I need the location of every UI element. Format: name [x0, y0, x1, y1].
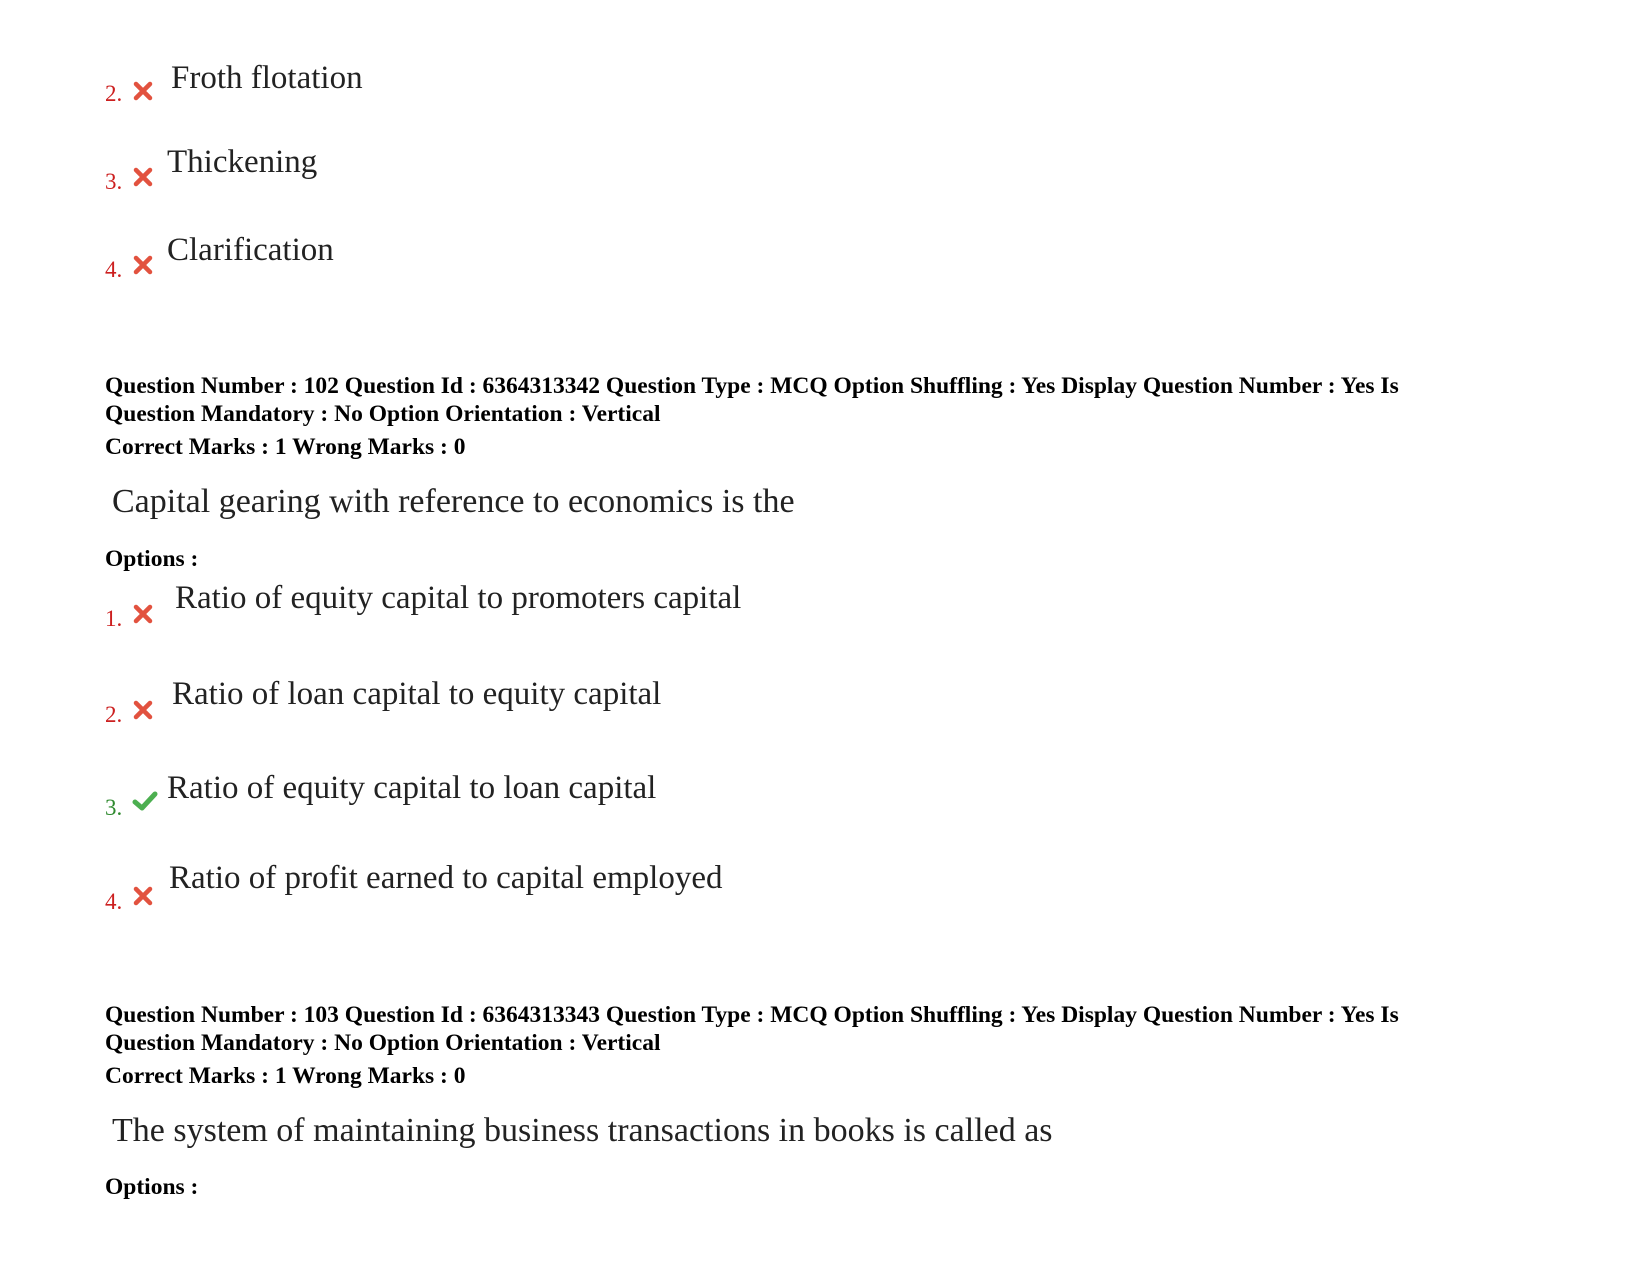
- question-text: The system of maintaining business transactions in books is called as: [112, 1112, 1053, 1149]
- option-item: [105, 676, 1005, 736]
- marks-text: Correct Marks : 1 Wrong Marks : 0: [105, 434, 466, 460]
- cross-icon: [132, 254, 154, 276]
- question-meta: [105, 372, 1555, 428]
- option-item: [105, 60, 1005, 120]
- option-item: [105, 144, 1005, 208]
- question-meta-line: Question Number : 103 Question Id : 6364313343 Question Type : MCQ Option Shuffling : Yes Display Question Number : Yes Is: [105, 1002, 1399, 1028]
- marks-text: Correct Marks : 1 Wrong Marks : 0: [105, 1063, 466, 1089]
- option-number: 2.: [105, 81, 123, 106]
- cross-icon: [132, 80, 154, 102]
- options-label: Options :: [105, 546, 199, 572]
- option-item: [105, 580, 1005, 640]
- check-icon: [132, 790, 158, 812]
- question-meta-line: Question Mandatory : No Option Orientation : Vertical: [105, 1030, 661, 1056]
- options-label: Options :: [105, 1174, 199, 1200]
- cross-icon: [132, 603, 154, 625]
- option-text: Ratio of equity capital to promoters capital: [175, 580, 742, 616]
- option-text: Clarification: [167, 232, 334, 268]
- option-number: 2.: [105, 702, 123, 727]
- option-text: Ratio of equity capital to loan capital: [167, 770, 657, 806]
- question-meta-line: Question Number : 102 Question Id : 6364313342 Question Type : MCQ Option Shuffling : Yes Display Question Number : Yes Is: [105, 373, 1399, 399]
- question-text: Capital gearing with reference to economics is the: [112, 483, 795, 520]
- option-number: 4.: [105, 257, 123, 282]
- option-item: [105, 860, 1005, 924]
- question-marks: [105, 433, 1555, 461]
- option-number: 1.: [105, 606, 123, 631]
- question-meta-line: Question Mandatory : No Option Orientation : Vertical: [105, 401, 661, 427]
- option-item: [105, 232, 1005, 296]
- cross-icon: [132, 699, 154, 721]
- option-number: 4.: [105, 889, 123, 914]
- question-marks: [105, 1062, 1555, 1090]
- option-text: Ratio of profit earned to capital employed: [169, 860, 723, 896]
- option-number: 3.: [105, 795, 123, 820]
- option-number: 3.: [105, 169, 123, 194]
- cross-icon: [132, 166, 154, 188]
- question-meta: [105, 1001, 1555, 1057]
- cross-icon: [132, 885, 154, 907]
- option-text: Thickening: [167, 144, 318, 180]
- option-text: Froth flotation: [171, 60, 363, 96]
- option-item: [105, 770, 1005, 830]
- option-text: Ratio of loan capital to equity capital: [172, 676, 662, 712]
